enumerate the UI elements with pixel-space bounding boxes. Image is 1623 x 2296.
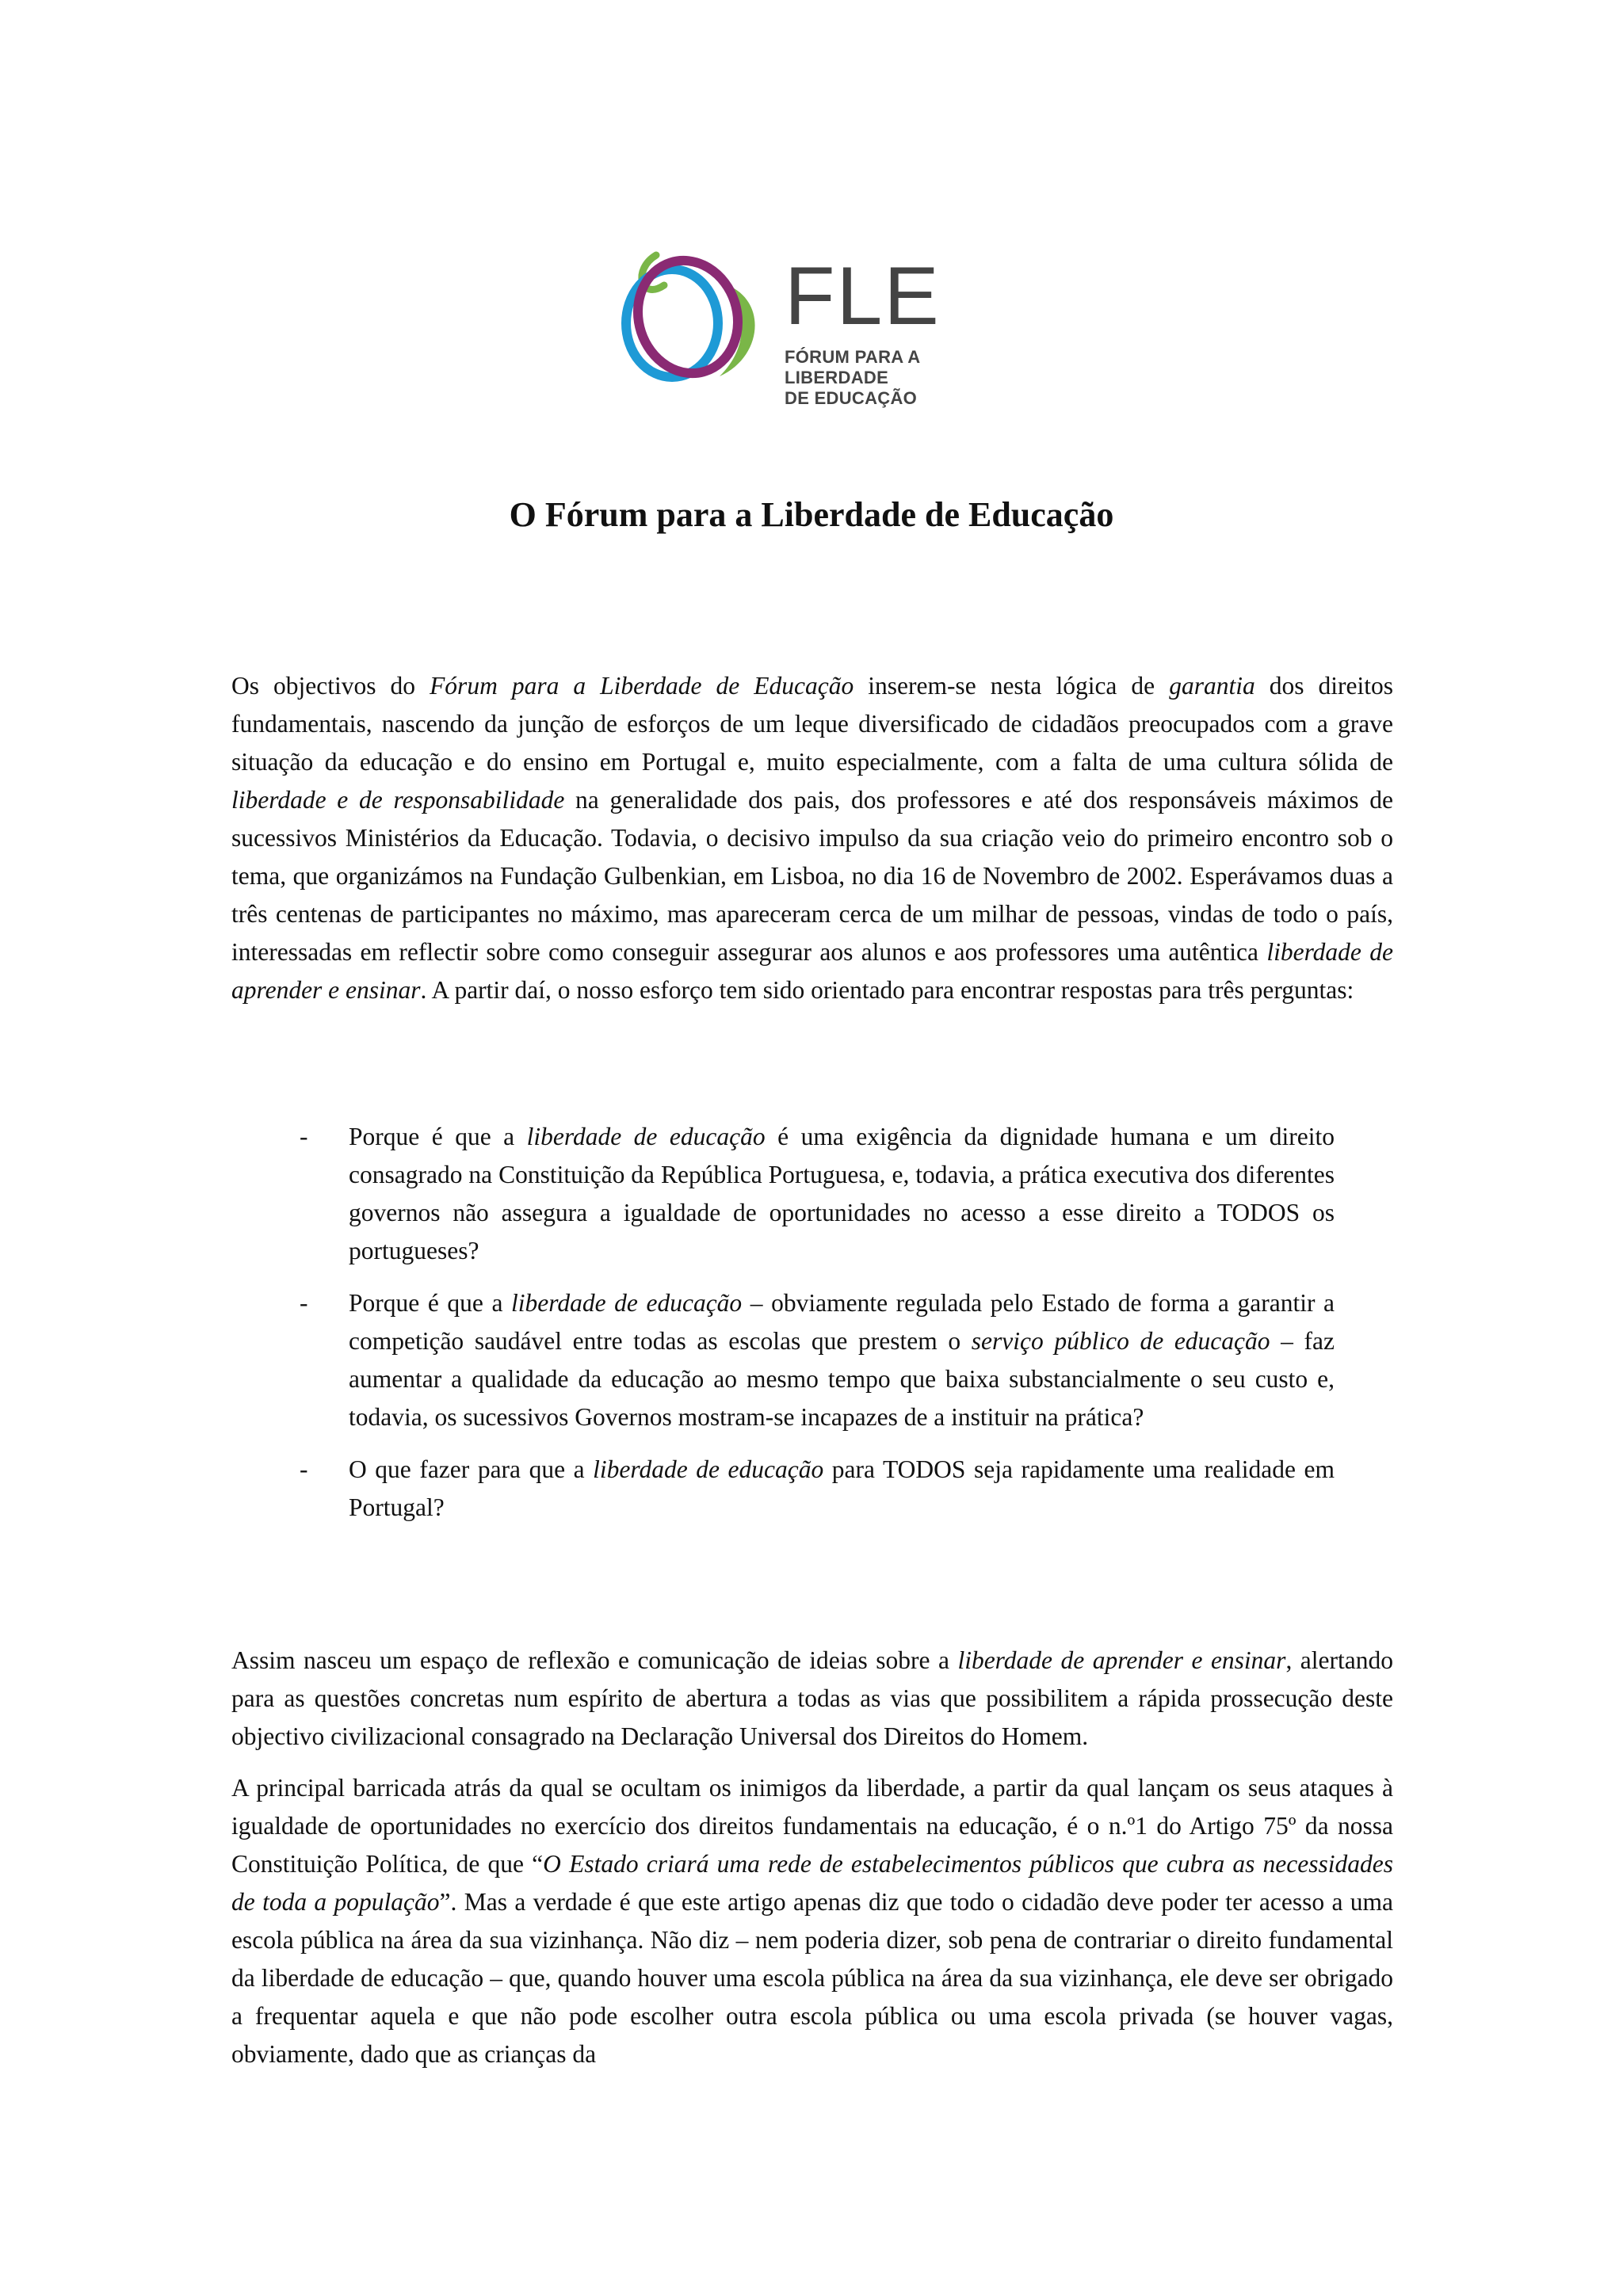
text: . A partir daí, o nosso esforço tem sido orientado para encontrar respostas para três perguntas: [420,976,1354,1004]
bullet-dash: - [300,1455,308,1483]
page-title: O Fórum para a Liberdade de Educação [509,495,1114,534]
text: Os objectivos do [231,672,430,700]
text: é uma exigência da dignidade humana e um direito consagrado na Constituição da República Portuguesa, e, todavia, a prática executiva dos diferentes governos não assegura a igualdade de oportunidades no acesso a esse direito a TODOS os portugueses? [349,1123,1335,1264]
list-item [300,1284,1335,1436]
paragraph-3 [231,1769,1393,2073]
emphasis: liberdade de educação [511,1289,743,1317]
bullet-dash: - [300,1123,308,1150]
text: inserem-se nesta lógica de [854,672,1170,700]
text: – obviamente regulada pelo Estado de forma a garantir a competição saudável entre todas as escolas que prestem o [349,1289,1335,1355]
text: Porque é que a [349,1123,527,1150]
emphasis: liberdade e de responsabilidade [231,786,565,814]
text: Assim nasceu um espaço de reflexão e comunicação de ideias sobre a [231,1646,958,1674]
emphasis: O Estado criará uma rede de estabelecimentos públicos que cubra as necessidades de toda a população [231,1850,1394,1916]
emphasis: serviço público de educação [971,1327,1270,1355]
logo-subtitle-line-2: DE EDUCAÇÃO [785,388,918,408]
logo-brand: FLE [785,250,941,342]
text: A principal barricada atrás da qual se ocultam os inimigos da liberdade, a partir da qual lançam os seus ataques à igualdade de oportunidades no exercício dos direitos fundamentais na educação, é o n.º1 do Artigo 75º da nossa Constituição Política, de que “ [231,1774,1393,1878]
list-item [300,1118,1335,1270]
fle-logo-rings-icon [609,238,775,396]
intro-section [231,667,1393,1023]
text: Porque é que a [349,1289,512,1317]
emphasis: liberdade de aprender e ensinar [957,1646,1286,1674]
bullet-dash: - [300,1289,308,1317]
list-item [300,1451,1335,1527]
text: , alertando para as questões concretas num espírito de abertura a todas as vias que possibilitem a rápida prossecução deste objectivo civilizacional consagrado na Declaração Universal dos Direitos do Homem. [231,1646,1393,1750]
emphasis: Fórum para a Liberdade de Educação [430,672,854,700]
emphasis: liberdade de aprender e ensinar [231,938,1393,1004]
emphasis: liberdade de educação [593,1455,824,1483]
emphasis: liberdade de educação [526,1123,766,1150]
paragraph-2 [231,1642,1393,1756]
intro-paragraph [231,667,1393,1009]
text: na generalidade dos pais, dos professores e até dos responsáveis máximos de sucessivos Ministérios da Educação. Todavia, o decisivo impulso da sua criação veio do primeiro encontro sob o tema, que organizámos na Fundação Gulbenkian, em Lisboa, no dia 16 de Novembro de 2002. Esperávamos duas a três centenas de participantes no máximo, mas apareceram cerca de um milhar de pessoas, vindas de todo o país, interessadas em reflectir sobre como conseguir assegurar aos alunos e aos professores uma autêntica [231,786,1393,966]
logo-subtitle-line-1: FÓRUM PARA A LIBERDADE [785,347,920,387]
text: O que fazer para que a [349,1455,594,1483]
text: dos direitos fundamentais, nascendo da junção de esforços de um leque diversificado de cidadãos preocupados com a grave situação da educação e do ensino em Portugal e, muito especialmente, com a falta de uma cultura sólida de [231,672,1393,776]
questions-list [300,1118,1335,1541]
fle-logo [609,238,1021,408]
text: ”. Mas a verdade é que este artigo apenas diz que todo o cidadão deve poder ter acesso a uma escola pública na área da sua vizinhança. Não diz – nem poderia dizer, sob pena de contrariar o direito fundamental da liberdade de educação – que, quando houver uma escola pública na área da sua vizinhança, ele deve ser obrigado a frequentar aquela e que não pode escolher outra escola pública ou uma escola privada (se houver vagas, obviamente, dado que as crianças da [231,1888,1394,2068]
text: para TODOS seja rapidamente uma realidade em Portugal? [349,1455,1335,1521]
text: – faz aumentar a qualidade da educação ao mesmo tempo que baixa substancialmente o seu custo e, todavia, os sucessivos Governos mostram-se incapazes de a instituir na prática? [349,1327,1335,1431]
logo-subtitle [785,347,1021,409]
closing-section [231,1642,1393,2087]
emphasis: garantia [1169,672,1255,700]
